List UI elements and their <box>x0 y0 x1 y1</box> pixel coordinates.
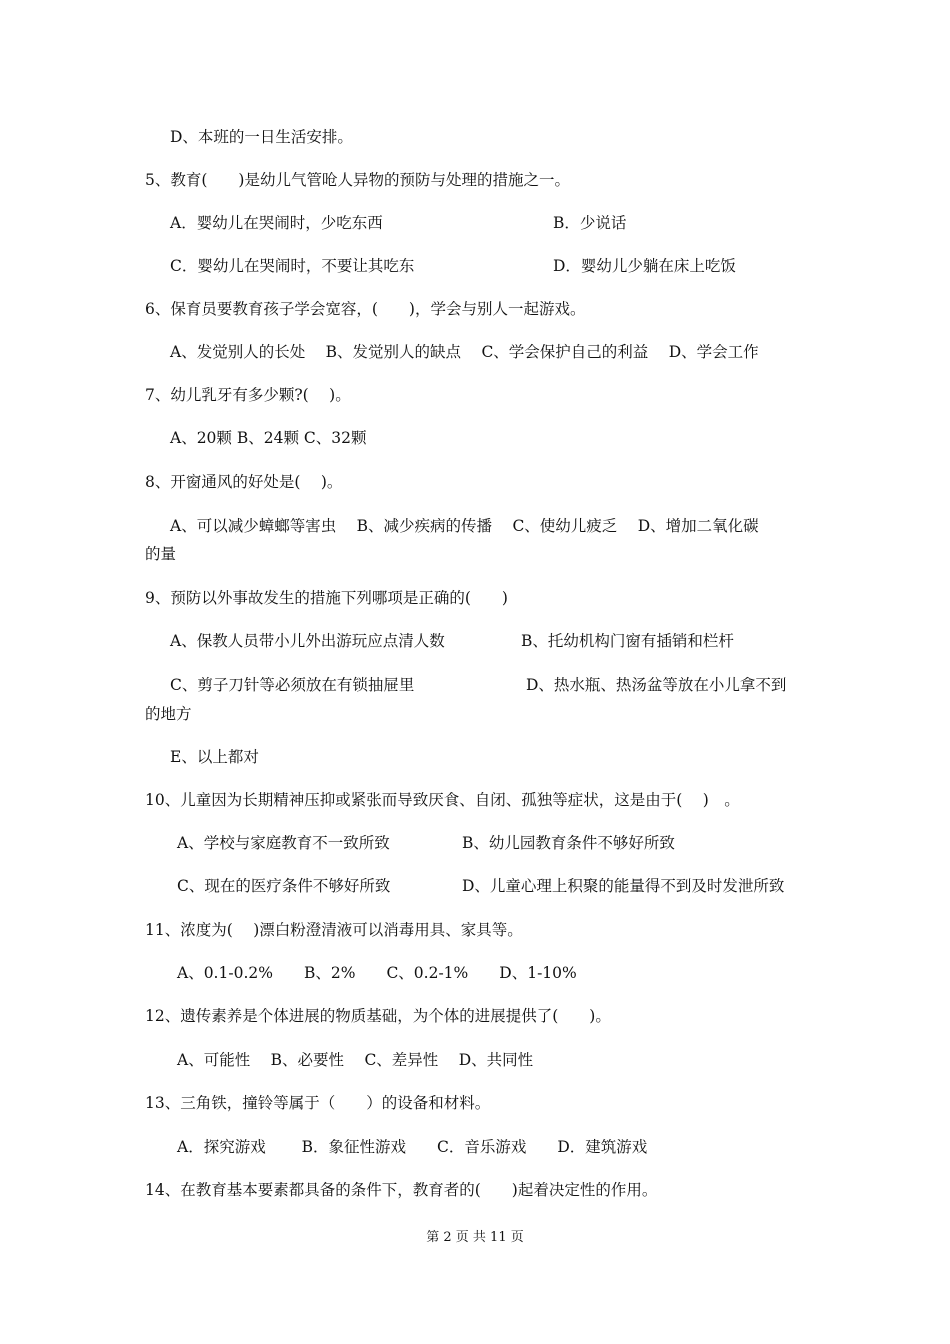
option-a: A、保教人员带小儿外出游玩应点清人数 <box>170 632 445 650</box>
question-5: 5、教育( )是幼儿气管呛人异物的预防与处理的措施之一。 <box>145 171 570 189</box>
options-line: A、可能性 B、必要性 C、差异性 D、共同性 <box>177 1051 534 1069</box>
option-e: E、以上都对 <box>170 748 259 766</box>
options-line: A、0.1-0.2% B、2% C、0.2-1% D、1-10% <box>177 964 577 982</box>
option-c: C、剪子刀针等必须放在有锁抽屉里 <box>170 676 415 694</box>
question-12: 12、遗传素养是个体进展的物质基础，为个体的进展提供了( )。 <box>145 1007 611 1025</box>
option-c: C．婴幼儿在哭闹时，不要让其吃东 <box>170 257 415 275</box>
page-footer: 第 2 页 共 11 页 <box>426 1230 524 1245</box>
options-line: A．探究游戏 B．象征性游戏 C．音乐游戏 D．建筑游戏 <box>177 1138 648 1156</box>
option-b: B．少说话 <box>553 214 627 232</box>
options-continuation: 的地方 <box>145 705 192 723</box>
question-6: 6、保育员要教育孩子学会宽容，( )，学会与别人一起游戏。 <box>145 300 586 318</box>
options-line: A、可以减少蟑螂等害虫 B、减少疾病的传播 C、使幼儿疲乏 D、增加二氧化碳 <box>170 517 759 535</box>
option-b: B、幼儿园教育条件不够好所致 <box>462 834 675 852</box>
option-d: D．婴幼儿少躺在床上吃饭 <box>553 257 736 275</box>
question-9: 9、预防以外事故发生的措施下列哪项是正确的( ) <box>145 589 508 607</box>
option-a: A．婴幼儿在哭闹时，少吃东西 <box>170 214 383 232</box>
question-11: 11、浓度为( )漂白粉澄清液可以消毒用具、家具等。 <box>145 921 523 939</box>
options-continuation: 的量 <box>145 545 177 563</box>
question-7: 7、幼儿乳牙有多少颗?( )。 <box>145 386 351 404</box>
option-d: D、热水瓶、热汤盆等放在小儿拿不到 <box>526 676 787 694</box>
question-13: 13、三角铁，撞铃等属于（ ）的设备和材料。 <box>145 1094 491 1112</box>
question-14: 14、在教育基本要素都具备的条件下，教育者的( )起着决定性的作用。 <box>145 1181 658 1199</box>
option-a: A、学校与家庭教育不一致所致 <box>177 834 390 852</box>
options-line: A、20颗 B、24颗 C、32颗 <box>170 429 367 447</box>
question-10: 10、儿童因为长期精神压抑或紧张而导致厌食、自闭、孤独等症状，这是由于( ) 。 <box>145 791 740 809</box>
question-8: 8、开窗通风的好处是( )。 <box>145 473 343 491</box>
options-line: A、发觉别人的长处 B、发觉别人的缺点 C、学会保护自己的利益 D、学会工作 <box>170 343 759 361</box>
option-b: B、托幼机构门窗有插销和栏杆 <box>521 632 734 650</box>
option-line: D、本班的一日生活安排。 <box>170 128 353 146</box>
option-d: D、儿童心理上积聚的能量得不到及时发泄所致 <box>462 877 785 895</box>
option-c: C、现在的医疗条件不够好所致 <box>177 877 391 895</box>
